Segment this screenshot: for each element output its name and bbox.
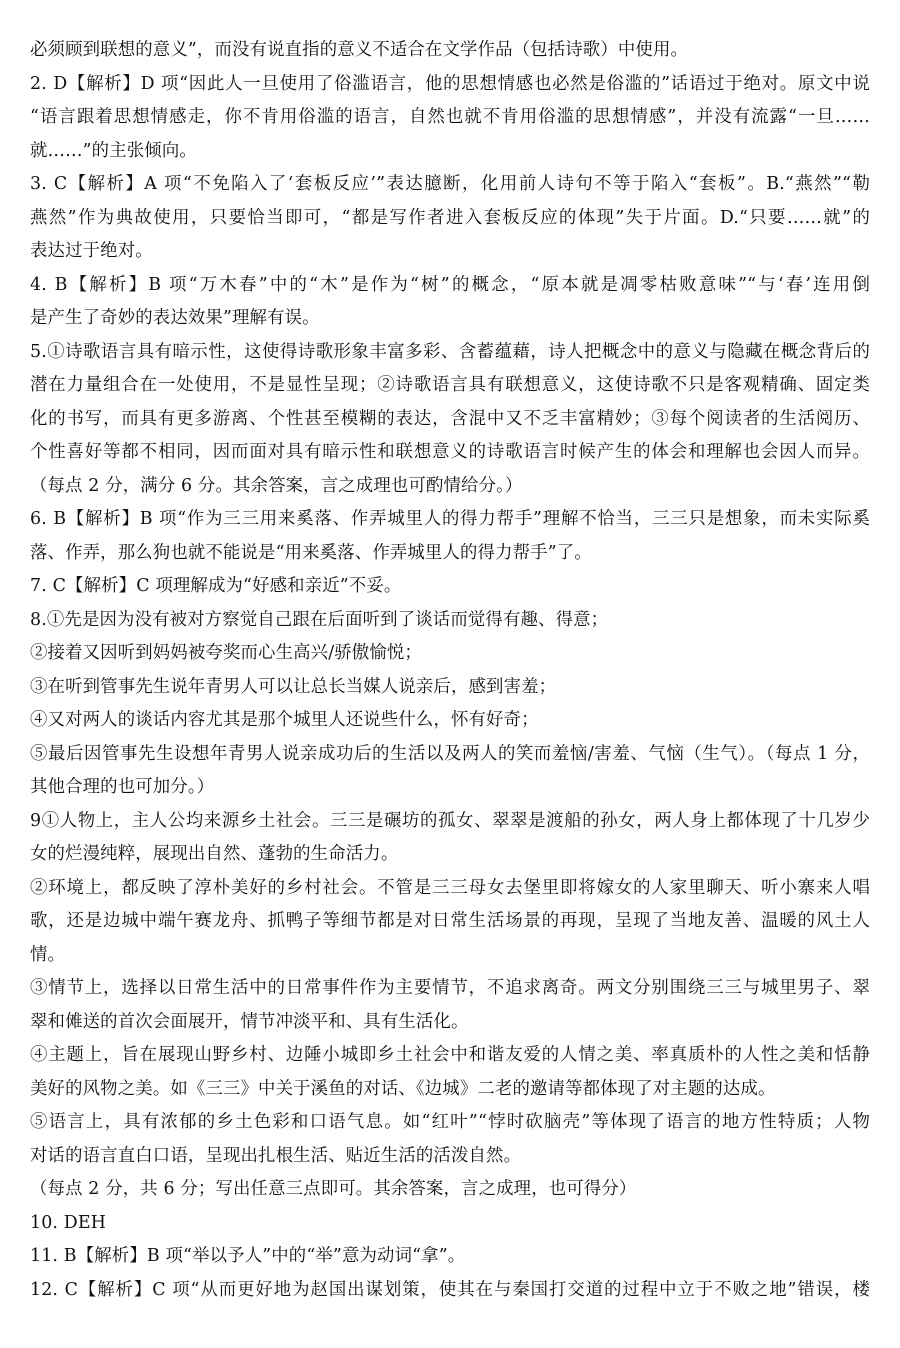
text-line: “语言跟着思想情感走，你不肯用俗滥的语言，自然也就不肯用俗滥的思想情感”，并没有流露“一旦…… bbox=[30, 107, 870, 127]
text-line: ③在听到管事先生说年青男人可以让总长当媒人说亲后，感到害羞； bbox=[30, 676, 557, 697]
text-line: 潜在力量组合在一处使用，不是显性呈现；②诗歌语言具有联想意义，这使诗歌不只是客观精确、固定类 bbox=[30, 375, 870, 395]
text-line: 落、作弄，那么狗也就不能说是“用来奚落、作弄城里人的得力帮手”了。 bbox=[30, 542, 592, 563]
text-line: 燕然”作为典故使用，只要恰当即可，“都是写作者进入套板反应的体现”失于片面。D.“只要……就”的 bbox=[30, 207, 870, 228]
text-line: 对话的语言直白口语，呈现出扎根生活、贴近生活的活泼自然。 bbox=[30, 1145, 522, 1166]
text-line: 2. D【解析】D 项“因此人一旦使用了俗滥语言，他的思想情感也必然是俗滥的”话语过于绝对。原文中说 bbox=[30, 73, 870, 94]
text-line: ②环境上，都反映了淳朴美好的乡村社会。不管是三三母女去堡里即将嫁女的人家里聊天、听小寨来人唱 bbox=[30, 877, 870, 898]
text-line: 表达过于绝对。 bbox=[30, 241, 153, 261]
text-line: 就……”的主张倾向。 bbox=[30, 140, 197, 161]
text-line: 女的烂漫纯粹，展现出自然、蓬勃的生命活力。 bbox=[30, 844, 399, 864]
text-line: 11. B【解析】B 项“举以予人”中的“举”意为动词“拿”。 bbox=[30, 1246, 466, 1266]
text-line: （每点 2 分，满分 6 分。其余答案，言之成理也可酌情给分。） bbox=[30, 475, 523, 496]
text-line: 歌，还是边城中端午赛龙舟、抓鸭子等细节都是对日常生活场景的再现，呈现了当地友善、温暖的风土人 bbox=[30, 911, 870, 931]
text-line: ⑤最后因管事先生设想年青男人说亲成功后的生活以及两人的笑而羞恼/害羞、气恼（生气）。（每点 1 分， bbox=[30, 743, 870, 764]
text-line: 4. B【解析】B 项“万木春”中的“木”是作为“树”的概念，“原本就是凋零枯败意味”“与‘春’连用倒 bbox=[30, 274, 870, 295]
text-line: 是产生了奇妙的表达效果”理解有误。 bbox=[30, 308, 320, 328]
text-line: ③情节上，选择以日常生活中的日常事件作为主要情节，不追求离奇。两文分别围绕三三与城里男子、翠 bbox=[30, 978, 870, 998]
text-line: 6. B【解析】B 项“作为三三用来奚落、作弄城里人的得力帮手”理解不恰当，三三只是想象，而未实际奚 bbox=[30, 509, 870, 529]
text-line: ⑤语言上，具有浓郁的乡土色彩和口语气息。如“红叶”“悖时砍脑壳”等体现了语言的地方性特质；人物 bbox=[30, 1112, 870, 1132]
text-line: 9①人物上，主人公均来源乡土社会。三三是碾坊的孤女、翠翠是渡船的孙女，两人身上都体现了十几岁少 bbox=[30, 810, 870, 831]
text-line: 8.①先是因为没有被对方察觉自己跟在后面听到了谈话而觉得有趣、得意； bbox=[30, 609, 609, 630]
text-line: 12. C【解析】C 项“从而更好地为赵国出谋划策，使其在与秦国打交道的过程中立于不败之地”错误，楼 bbox=[30, 1279, 870, 1300]
text-line: 3. C【解析】A 项“不免陷入了‘套板反应’”表达臆断，化用前人诗句不等于陷入“套板”。B.“燕然”“勒 bbox=[30, 174, 870, 194]
text-line: 化的书写，而具有更多游离、个性甚至模糊的表达，含混中又不乏丰富精妙；③每个阅读者的生活阅历、 bbox=[30, 408, 870, 429]
text-line: 美好的风物之美。如《三三》中关于溪鱼的对话、《边城》二老的邀请等都体现了对主题的达成。 bbox=[30, 1078, 776, 1099]
text-line: 情。 bbox=[30, 944, 66, 965]
text-line: ④主题上，旨在展现山野乡村、边陲小城即乡土社会中和谐友爱的人情之美、率真质朴的人性之美和恬静 bbox=[30, 1045, 870, 1065]
text-line: 7. C【解析】C 项理解成为“好感和亲近”不妥。 bbox=[30, 576, 402, 596]
text-line: 其他合理的也可加分。） bbox=[30, 777, 215, 797]
text-line: （每点 2 分，共 6 分；写出任意三点即可。其余答案，言之成理，也可得分） bbox=[30, 1179, 637, 1199]
text-line: 翠和傩送的首次会面展开，情节冲淡平和、具有生活化。 bbox=[30, 1011, 469, 1032]
text-line: 10. DEH bbox=[30, 1212, 107, 1233]
text-line: ②接着又因听到妈妈被夸奖而心生高兴/骄傲愉悦； bbox=[30, 643, 422, 663]
text-line: ④又对两人的谈话内容尤其是那个城里人还说些什么，怀有好奇； bbox=[30, 710, 539, 730]
text-line: 个性喜好等都不相同，因而面对具有暗示性和联想意义的诗歌语言时候产生的体会和理解也会因人而异。 bbox=[30, 442, 870, 462]
text-line: 5.①诗歌语言具有暗示性，这使得诗歌形象丰富多彩、含蓄蕴藉，诗人把概念中的意义与隐藏在概念背后的 bbox=[30, 341, 870, 362]
text-line: 必须顾到联想的意义”，而没有说直指的意义不适合在文学作品（包括诗歌）中使用。 bbox=[30, 40, 689, 60]
